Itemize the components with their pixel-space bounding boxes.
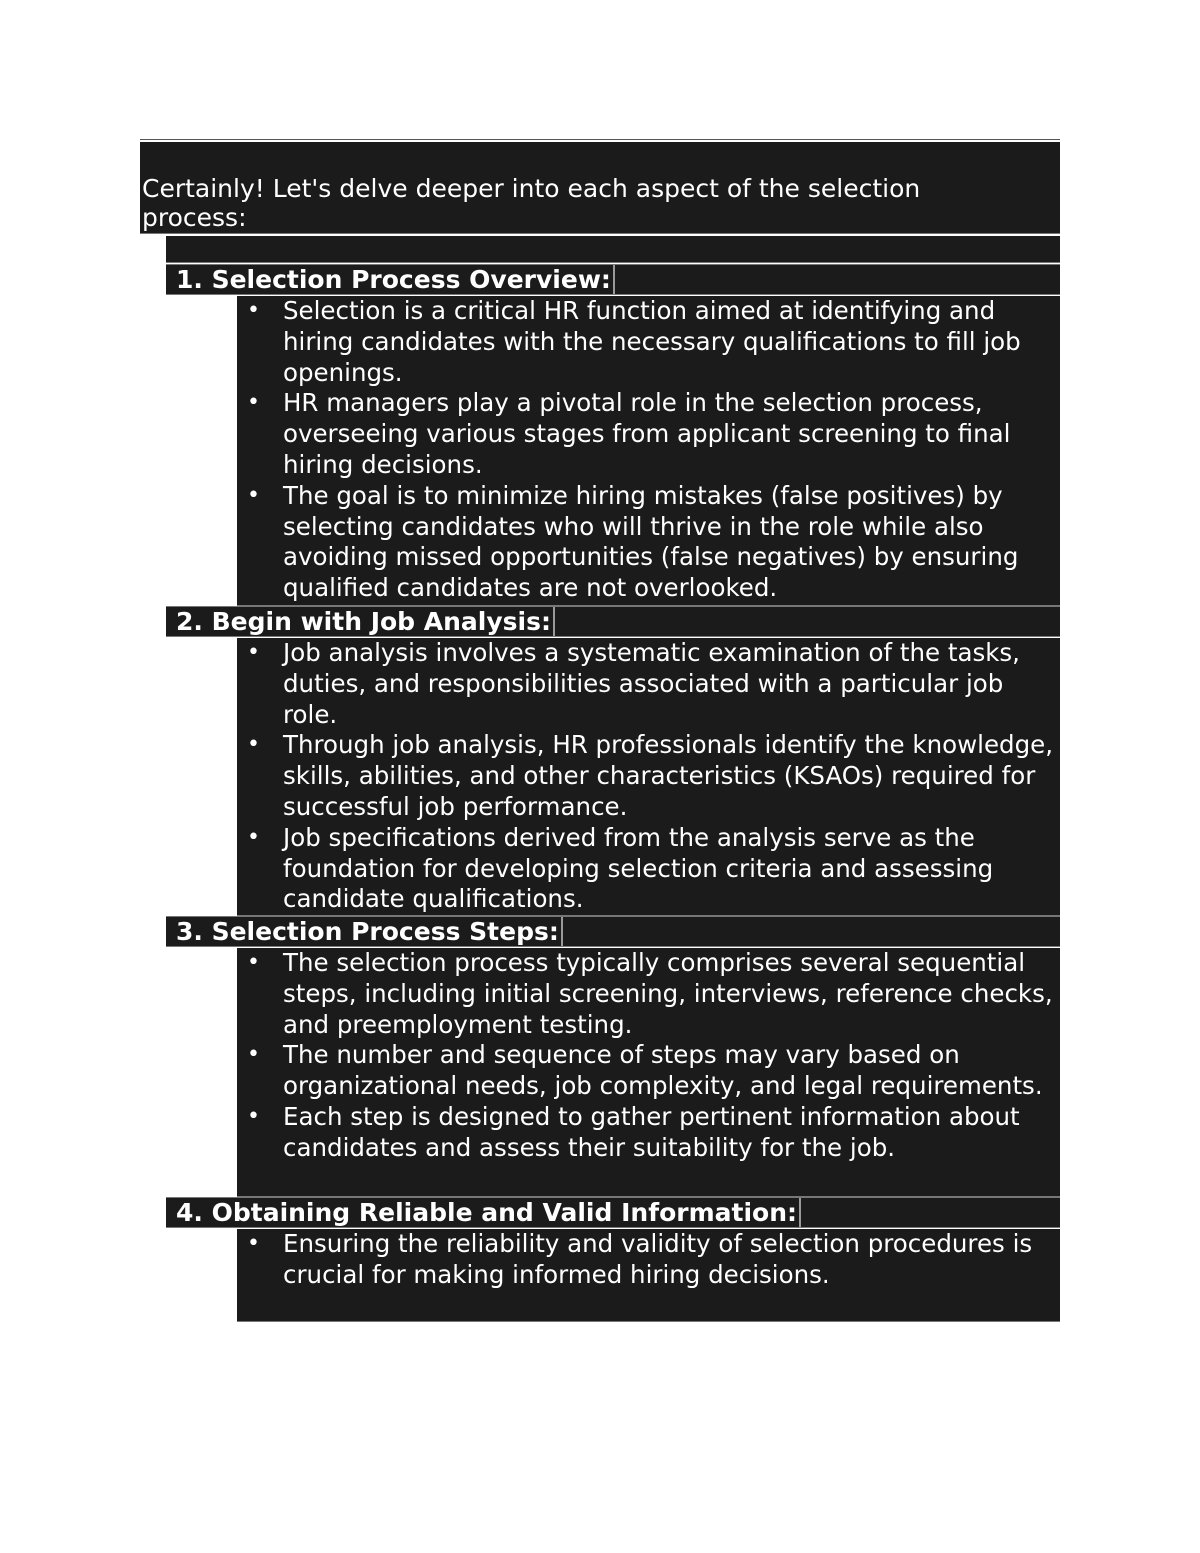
list-item	[237, 730, 1060, 822]
list-item	[237, 1102, 1060, 1164]
spacer-bar	[166, 236, 1060, 263]
bullet-icon: •	[247, 824, 260, 850]
bullet-list	[237, 1229, 1060, 1291]
section-heading-text: 2. Begin with Job Analysis:	[166, 607, 555, 636]
section-body-4	[237, 1229, 1060, 1322]
bullet-icon: •	[247, 1103, 260, 1129]
list-item-text: Each step is designed to gather pertinent information about candidates and assess their suitability for the job.	[283, 1101, 1020, 1162]
list-item	[237, 638, 1060, 730]
section-heading-2	[166, 606, 1060, 637]
section-heading-text: 4. Obtaining Reliable and Valid Information:	[166, 1198, 801, 1227]
bullet-icon: •	[247, 950, 260, 975]
section-heading-text: 3. Selection Process Steps:	[166, 917, 563, 946]
list-item	[237, 1229, 1060, 1291]
section-heading-4	[166, 1197, 1060, 1228]
bullet-list	[237, 948, 1060, 1164]
list-item	[237, 388, 1060, 480]
bullet-icon: •	[247, 1231, 260, 1256]
list-item-text: HR managers play a pivotal role in the selection process, overseeing various stages from applicant screening to final hiring decisions.	[283, 388, 1011, 479]
section-body-1	[237, 296, 1060, 606]
bullet-icon: •	[247, 1042, 260, 1068]
bullet-icon: •	[247, 390, 260, 416]
bullet-list	[237, 638, 1060, 915]
list-item-text: The number and sequence of steps may vary based on organizational needs, job complexity, and legal requirements.	[283, 1040, 1043, 1101]
top-rule	[140, 139, 1060, 140]
list-item-text: The selection process typically comprises several sequential steps, including initial screening, interviews, reference checks, and preemployment testing.	[283, 948, 1053, 1039]
list-item-text: Ensuring the reliability and validity of selection procedures is crucial for making informed hiring decisions.	[283, 1229, 1033, 1289]
section-heading-text: 1. Selection Process Overview:	[166, 265, 615, 294]
list-item	[237, 296, 1060, 388]
bullet-icon: •	[247, 482, 260, 508]
section-heading-3	[166, 916, 1060, 947]
list-item	[237, 948, 1060, 1040]
list-item-text: Selection is a critical HR function aimed at identifying and hiring candidates with the necessary qualifications to fill job openings.	[283, 296, 1021, 387]
bullet-icon: •	[247, 298, 260, 323]
bullet-icon: •	[247, 732, 260, 758]
bullet-list	[237, 296, 1060, 604]
section-heading-1	[166, 264, 1060, 295]
list-item-text: The goal is to minimize hiring mistakes (false positives) by selecting candidates who will thrive in the role while also avoiding missed opportunities (false negatives) by ensuring qualified candidates are not overlooked.	[283, 480, 1019, 603]
intro-paragraph: Certainly! Let's delve deeper into each aspect of the selection process:	[140, 142, 1060, 234]
list-item-text: Job analysis involves a systematic examination of the tasks, duties, and responsibilities associated with a particular job role.	[283, 638, 1020, 729]
list-item-text: Through job analysis, HR professionals identify the knowledge, skills, abilities, and other characteristics (KSAOs) required for successful job performance.	[283, 730, 1053, 821]
bullet-icon: •	[247, 640, 260, 665]
list-item	[237, 823, 1060, 915]
list-item	[237, 481, 1060, 604]
section-body-2	[237, 638, 1060, 916]
list-item	[237, 1040, 1060, 1102]
section-body-3	[237, 948, 1060, 1197]
list-item-text: Job specifications derived from the analysis serve as the foundation for developing selection criteria and assessing candidate qualifications.	[283, 822, 994, 914]
